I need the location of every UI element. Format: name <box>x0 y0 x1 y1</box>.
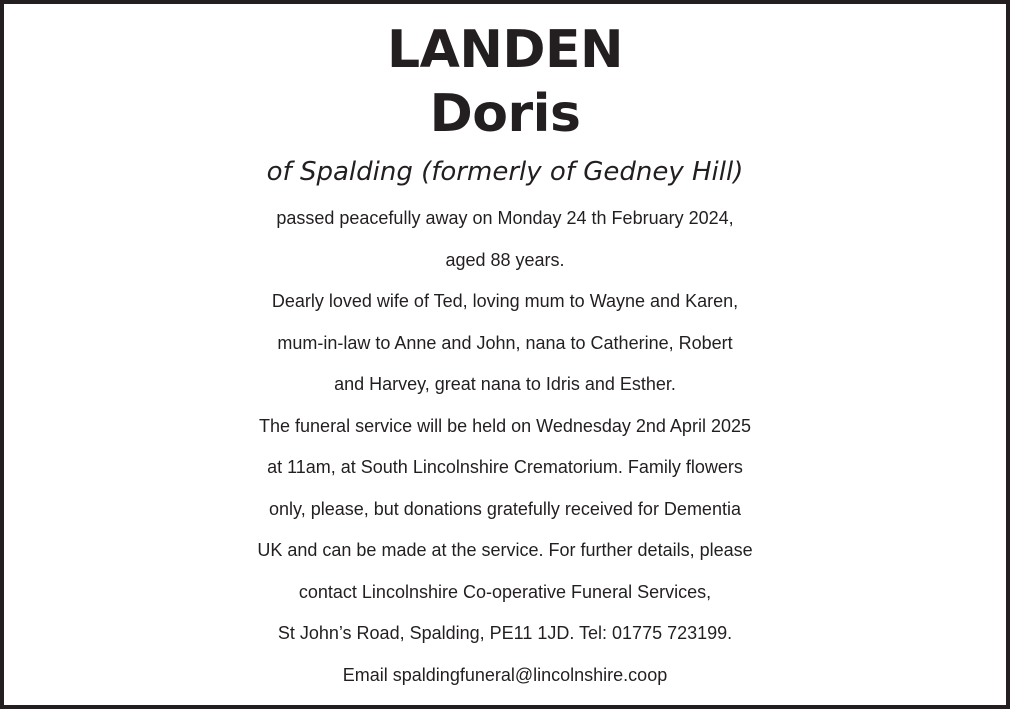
residence-line: of Spalding (formerly of Gedney Hill) <box>266 157 744 187</box>
notice-body <box>4 198 1006 696</box>
notice-line: contact Lincolnshire Co-operative Funeral Services, <box>298 581 712 602</box>
email-line: Email spaldingfuneral@lincolnshire.coop <box>342 664 668 685</box>
forename-heading: Doris <box>429 84 581 144</box>
notice-line: St John’s Road, Spalding, PE11 1JD. Tel: 01775 723199. <box>277 623 733 643</box>
notice-line: only, please, but donations gratefully received for Dementia <box>269 498 741 519</box>
notice-line: aged 88 years. <box>445 249 565 270</box>
notice-line: and Harvey, great nana to Idris and Esther. <box>334 374 676 394</box>
surname-heading: LANDEN <box>386 20 624 80</box>
notice-line: UK and can be made at the service. For further details, please <box>257 540 753 560</box>
notice-line: passed peacefully away on Monday 24 th February 2024, <box>276 208 734 228</box>
notice-line: Dearly loved wife of Ted, loving mum to Wayne and Karen, <box>271 291 739 311</box>
notice-line: mum-in-law to Anne and John, nana to Catherine, Robert <box>277 332 733 353</box>
notice-line: at 11am, at South Lincolnshire Crematorium. Family flowers <box>267 457 743 477</box>
notice-line: The funeral service will be held on Wednesday 2nd April 2025 <box>259 415 751 436</box>
